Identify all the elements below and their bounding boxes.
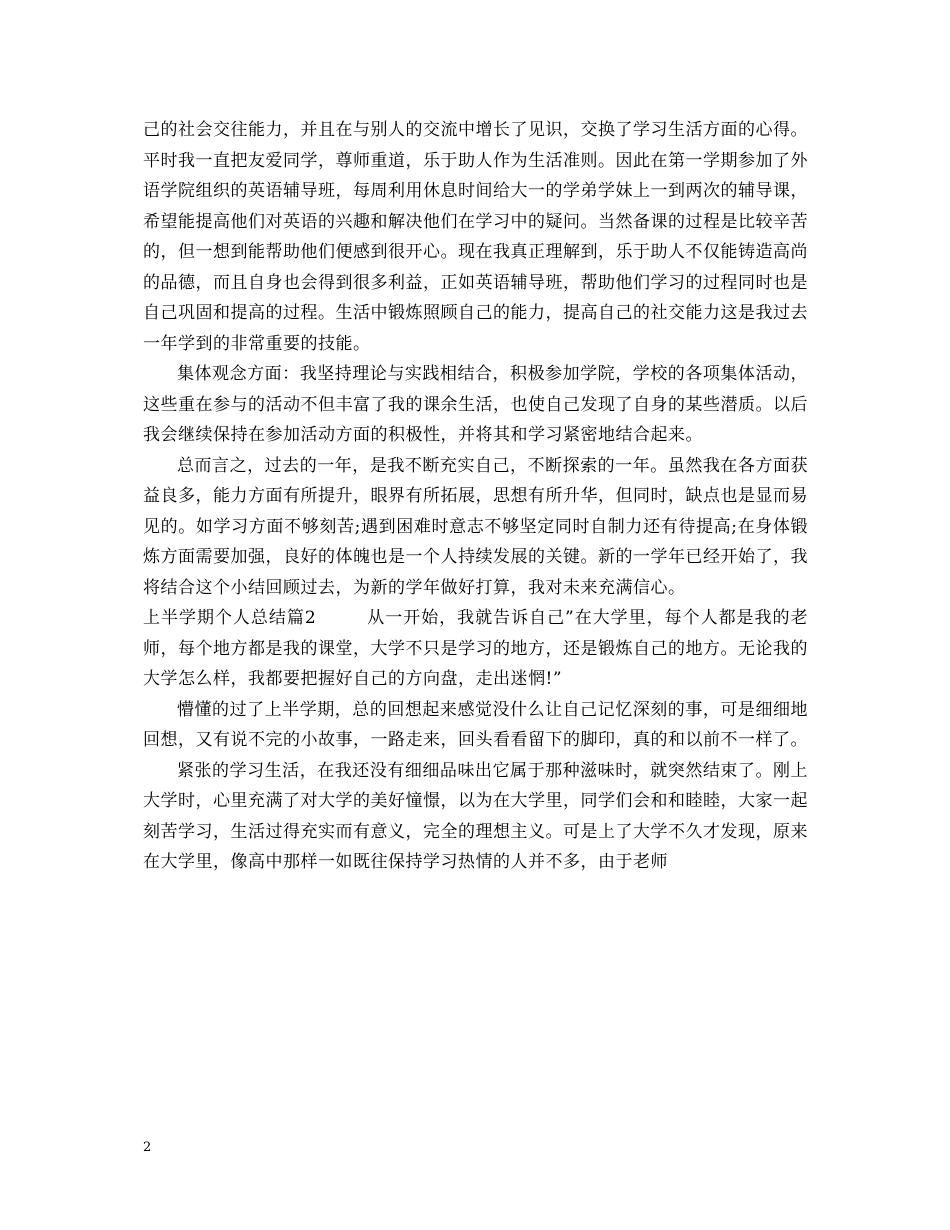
document-body	[143, 115, 808, 878]
page-number: 2	[143, 1140, 152, 1155]
paragraph-study-life: 紧张的学习生活，在我还没有细细品味出它属于那种滋味时，就突然结束了。刚上大学时，心里充满了对大学的美好憧憬，以为在大学里，同学们会和和睦睦，大家一起刻苦学习，生活过得充实而有意义，完全的理想主义。可是上了大学不久才发现，原来在大学里，像高中那样一如既往保持学习热情的人并不多，由于老师	[143, 760, 808, 872]
section-heading-paragraph	[143, 603, 808, 695]
paragraph-first-semester: 懵懂的过了上半学期，总的回想起来感觉没什么让自己记忆深刻的事，可是细细地回想，又有说不完的小故事，一路走来，回头看看留下的脚印，真的和以前不一样了。	[143, 699, 808, 750]
paragraph-social-skills: 己的社会交往能力，并且在与别人的交流中增长了见识，交换了学习生活方面的心得。平时我一直把友爱同学，尊师重道，乐于助人作为生活准则。因此在第一学期参加了外语学院组织的英语辅导班，每周利用休息时间给大一的学弟学妹上一到两次的辅导课，希望能提高他们对英语的兴趣和解决他们在学习中的疑问。当然备课的过程是比较辛苦的，但一想到能帮助他们便感到很开心。现在我真正理解到，乐于助人不仅能铸造高尚的品德，而且自身也会得到很多利益，正如英语辅导班，帮助他们学习的过程同时也是自己巩固和提高的过程。生活中锻炼照顾自己的能力，提高自己的社交能力这是我过去一年学到的非常重要的技能。	[143, 120, 808, 354]
paragraph-collective-spirit: 集体观念方面：我坚持理论与实践相结合，积极参加学院，学校的各项集体活动，这些重在参与的活动不但丰富了我的课余生活，也使自己发现了自身的某些潜质。以后我会继续保持在参加活动方面的积极性，并将其和学习紧密地结合起来。	[143, 364, 808, 445]
paragraph-conclusion: 总而言之，过去的一年，是我不断充实自己，不断探索的一年。虽然我在各方面获益良多，能力方面有所提升，眼界有所拓展，思想有所升华，但同时，缺点也是显而易见的。如学习方面不够刻苦;遇到困难时意志不够坚定同时自制力还有待提高;在身体锻炼方面需要加强，良好的体魄也是一个人持续发展的关键。新的一学年已经开始了，我将结合这个小结回顾过去，为新的学年做好打算，我对未来充满信心。	[143, 455, 808, 598]
heading-gap	[316, 608, 367, 628]
section-heading-text: 从一开始，我就告诉自己”在大学里，每个人都是我的老师，每个地方都是我的课堂，大学不只是学习的地方，还是锻炼自己的地方。无论我的大学怎么样，我都要把握好自己的方向盘，走出迷惘!”	[143, 608, 808, 689]
section-heading: 上半学期个人总结篇2	[143, 608, 317, 628]
